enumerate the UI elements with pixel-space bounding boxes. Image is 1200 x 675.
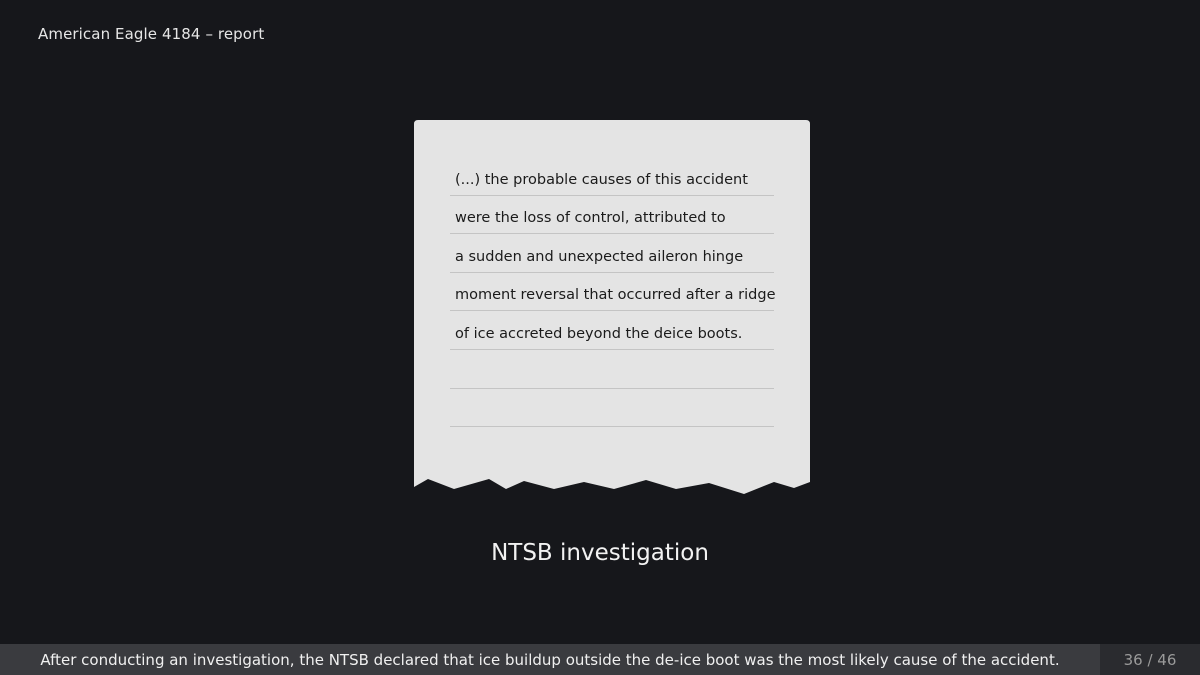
report-line-2: were the loss of control, attributed to (455, 210, 726, 227)
ruled-line (450, 273, 774, 312)
speaker-notes: After conducting an investigation, the NTSB declared that ice buildup outside the de-ice boot was the most likely cause of the accident. (0, 644, 1100, 675)
ruled-lines (450, 157, 774, 427)
page-indicator[interactable]: 36 / 46 (1100, 644, 1200, 675)
report-line-4: moment reversal that occurred after a ridge (455, 287, 776, 304)
report-line-5: of ice accreted beyond the deice boots. (455, 325, 743, 342)
report-line-1: (...) the probable causes of this accident (455, 171, 748, 188)
ruled-line (450, 234, 774, 273)
ruled-line (450, 157, 774, 196)
ruled-line (450, 196, 774, 235)
deck-title: American Eagle 4184 – report (38, 25, 265, 43)
ruled-line (450, 350, 774, 389)
ruled-line (450, 311, 774, 350)
slide-caption: NTSB investigation (491, 540, 709, 566)
report-paper (414, 120, 810, 494)
presenter-footer (0, 644, 1200, 675)
report-line-3: a sudden and unexpected aileron hinge (455, 248, 744, 265)
ruled-line (450, 389, 774, 428)
